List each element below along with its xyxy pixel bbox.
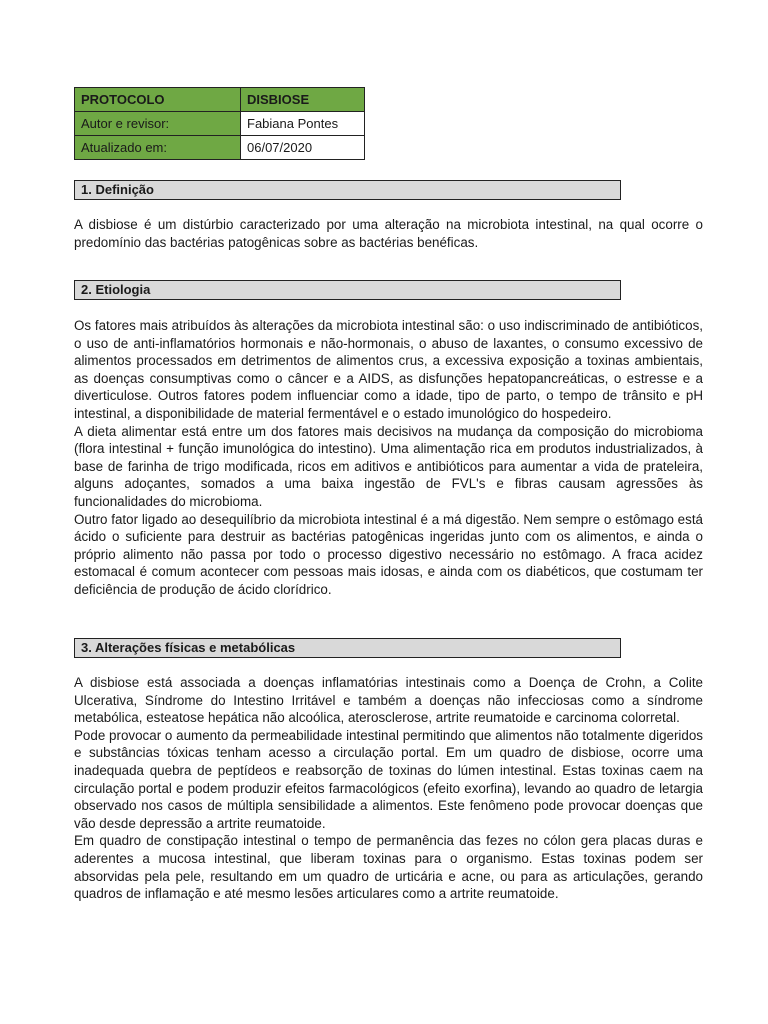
section-heading-etiologia: 2. Etiologia	[74, 280, 621, 300]
updated-label: Atualizado em:	[75, 136, 241, 160]
paragraph: Outro fator ligado ao desequilíbrio da microbiota intestinal é a má digestão. Nem sempre o estômago está ácido o suficiente para destruir as bactérias patogênicas ingeridas junto com os alimentos, e ainda o próprio alimento não passa por todo o processo digestivo necessário no estômago. A fraca acidez estomacal é comum acontecer com pessoas mais idosas, e ainda com os diabéticos, que costumam ter deficiência de produção de ácido clorídrico.	[74, 511, 703, 597]
author-label: Autor e revisor:	[75, 112, 241, 136]
paragraph: Os fatores mais atribuídos às alterações da microbiota intestinal são: o uso indiscriminado de antibióticos, o uso de anti-inflamatórios hormonais e não-hormonais, o abuso de laxantes, o consumo excessivo de alimentos processados em detrimentos de alimentos crus, a excessiva exposição a toxinas ambientais, as doenças consumptivas como o câncer e a AIDS, as disfunções hepatopancreáticas, o estresse e a diverticulose. Outros fatores podem influenciar como a idade, tipo de parto, o tempo de trânsito e pH intestinal, a disponibilidade de material fermentável e o estado imunológico do hospedeiro.	[74, 318, 703, 421]
paragraph: Pode provocar o aumento da permeabilidade intestinal permitindo que alimentos não totalmente digeridos e substâncias tóxicas tenham acesso a circulação portal. Em um quadro de disbiose, ocorre uma inadequada quebra de peptídeos e reabsorção de toxinas do lúmen intestinal. Estas toxinas caem na circulação portal e podem produzir efeitos farmacológicos (efeito exorfina), levando ao quadro de letargia observado nos casos de múltipla sensibilidade a alimentos. Este fenômeno pode provocar doenças que vão desde depressão a artrite reumatoide.	[74, 727, 703, 831]
author-row	[75, 112, 365, 136]
updated-row	[75, 136, 365, 160]
section-heading-alteracoes: 3. Alterações físicas e metabólicas	[74, 638, 621, 658]
section-body-definicao	[74, 216, 703, 251]
author-value: Fabiana Pontes	[241, 112, 365, 136]
paragraph: Em quadro de constipação intestinal o tempo de permanência das fezes no cólon gera placas duras e aderentes a mucosa intestinal, que liberam toxinas para o organismo. Estas toxinas podem ser absorvidas pela pele, resultando em um quadro de urticária e acne, ou para as articulações, gerando quadros de inflamação e até mesmo lesões articulares como a artrite reumatoide.	[74, 833, 703, 902]
paragraph: A dieta alimentar está entre um dos fatores mais decisivos na mudança da composição do microbioma (flora intestinal + função imunológica do intestino). Uma alimentação rica em produtos industrializados, à base de farinha de trigo modificada, ricos em aditivos e antibióticos para aumentar a vida de prateleira, alguns adoçantes, somados a uma baixa ingestão de FVL's e fibras causam agressões às funcionalidades do microbioma.	[74, 423, 703, 509]
updated-value: 06/07/2020	[241, 136, 365, 160]
paragraph: A disbiose é um distúrbio caracterizado por uma alteração na microbiota intestinal, na qual ocorre o predomínio das bactérias patogênicas sobre as bactérias benéficas.	[74, 217, 703, 250]
paragraph: A disbiose está associada a doenças inflamatórias intestinais como a Doença de Crohn, a Colite Ulcerativa, Síndrome do Intestino Irritável e também a doenças não infecciosas como a síndrome metabólica, esteatose hepática não alcoólica, aterosclerose, artrite reumatoide e carcinoma colorretal.	[74, 675, 703, 726]
protocol-label: PROTOCOLO	[75, 88, 241, 112]
section-body-etiologia	[74, 317, 703, 599]
section-heading-definicao: 1. Definição	[74, 180, 621, 200]
protocol-value: DISBIOSE	[241, 88, 365, 112]
protocol-header-table	[74, 87, 365, 160]
section-body-alteracoes	[74, 674, 703, 903]
header-row	[75, 88, 365, 112]
